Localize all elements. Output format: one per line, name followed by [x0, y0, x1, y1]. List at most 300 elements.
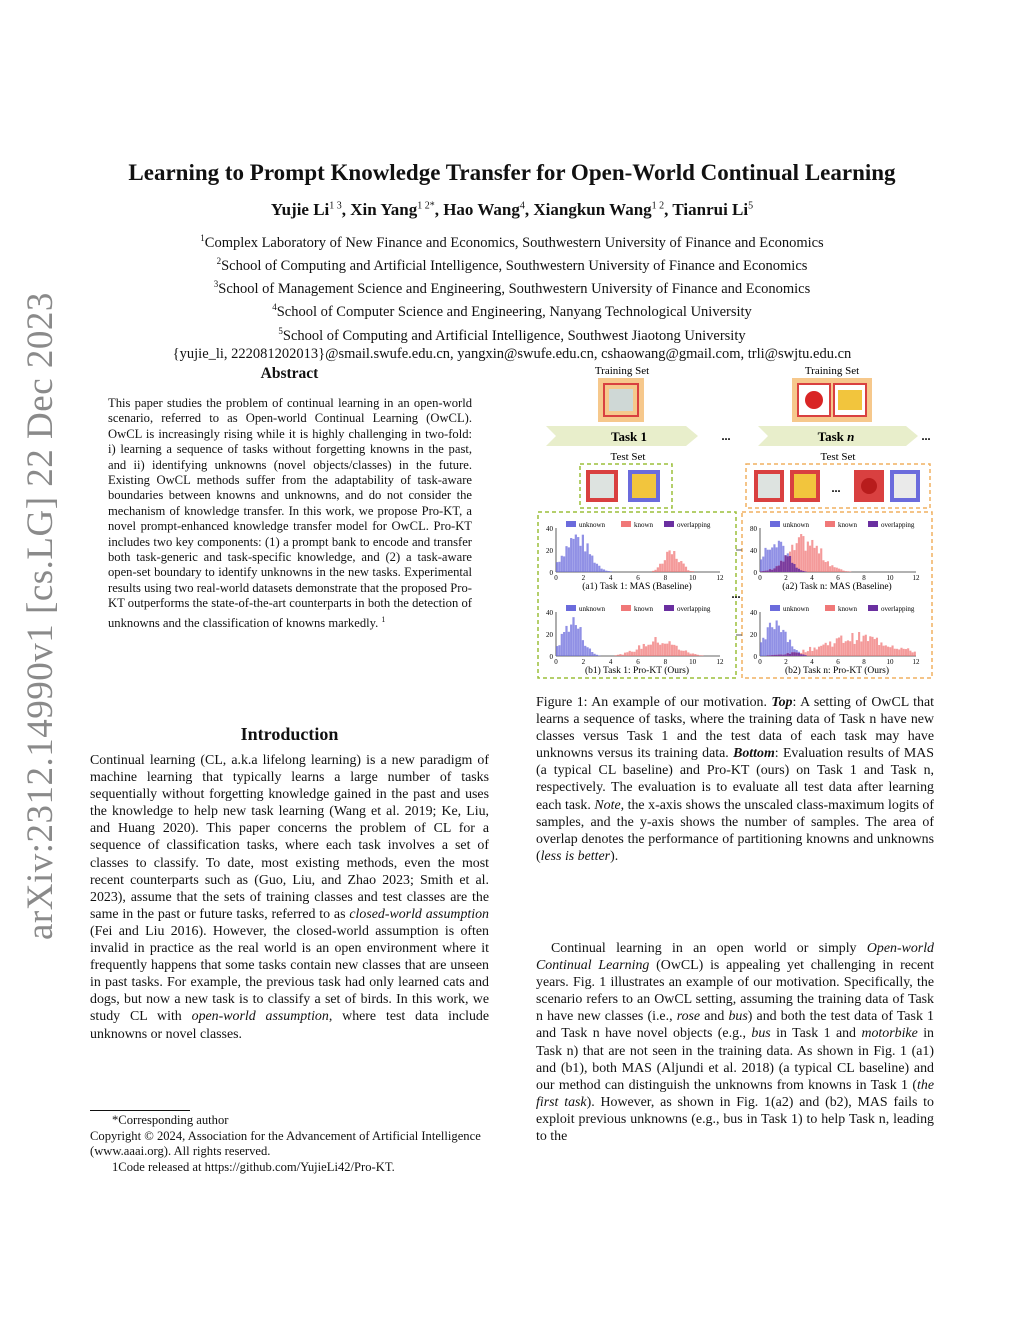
y-tick-label: 80	[750, 525, 757, 533]
bar-known	[840, 569, 842, 572]
bar-known	[622, 655, 624, 656]
legend-unknown-label: unknown	[783, 605, 810, 613]
bar-known	[694, 654, 696, 656]
bar-unknown	[764, 639, 766, 656]
legend-unknown-swatch	[770, 521, 780, 527]
bar-unknown	[596, 564, 598, 572]
test-n-motorbike-photo	[894, 474, 916, 498]
bar-known	[838, 638, 840, 656]
author-name: Tianrui Li	[672, 200, 749, 219]
legend-unknown-swatch	[566, 521, 576, 527]
bar-known	[871, 637, 873, 656]
bar-unknown	[572, 617, 574, 656]
affiliation-line: $^5$School of Computing and Artificial Intelligence, Southwest Jiaotong University	[278, 325, 746, 344]
bar-known	[671, 554, 673, 572]
training-image-dog	[609, 389, 633, 411]
x-tick-label: 2	[581, 574, 586, 582]
bar-known	[887, 647, 889, 656]
bar-known	[885, 645, 887, 656]
x-tick-label: 2	[784, 658, 788, 666]
y-tick-label: 0	[549, 569, 553, 577]
bar-known	[876, 638, 878, 656]
bar-unknown	[575, 625, 577, 656]
bar-known	[863, 636, 865, 656]
bar-overlap	[771, 655, 773, 656]
bar-overlap	[778, 566, 780, 572]
figure-1	[536, 360, 934, 690]
bar-unknown	[589, 554, 591, 572]
bar-unknown	[579, 546, 581, 572]
bar-overlap	[773, 655, 775, 656]
bar-known	[685, 567, 687, 572]
legend-unknown-swatch	[770, 605, 780, 611]
bar-known	[865, 635, 867, 656]
legend-overlap-label: overlapping	[881, 605, 915, 613]
bar-known	[818, 553, 820, 572]
footnote-rule	[90, 1110, 190, 1111]
bar-unknown	[598, 566, 600, 572]
affiliation-line: {yujie_li, 222081202013}@smail.swufe.edu.cn, yangxin@swufe.edu.cn, cshaowang@gmail.com, trli@swjtu.edu.cn	[172, 345, 852, 362]
legend-known-label: known	[838, 521, 858, 529]
affiliation-list	[60, 229, 964, 363]
bar-known	[673, 645, 675, 656]
affiliation-line: $^2$School of Computing and Artificial Intelligence, Southwestern University of Finance and Economics	[216, 256, 808, 274]
bar-unknown	[561, 556, 563, 572]
bar-known	[838, 569, 840, 572]
arxiv-stamp: arXiv:2312.14990v1 [cs.LG] 22 Dec 2023	[20, 292, 61, 940]
bar-known	[615, 655, 617, 656]
bar-overlap	[791, 652, 793, 656]
bar-known	[845, 641, 847, 656]
bar-known	[697, 655, 699, 656]
bar-unknown	[771, 547, 773, 572]
bar-overlap	[800, 654, 802, 656]
x-tick-label: 8	[862, 658, 866, 666]
bar-unknown	[598, 655, 600, 656]
x-tick-label: 6	[636, 658, 640, 666]
author-list: Yujie $Li^{1 3}$, Xin Yang$^{1 2*}$, Hao Wang$^4$, Xiangkun Wang$^{1 2}$, Tianrui Li$^5$	[270, 200, 754, 219]
bar-known	[675, 646, 677, 656]
bar-overlap	[785, 654, 787, 656]
bar-known	[687, 570, 689, 572]
bar-unknown	[771, 627, 773, 656]
author-affiliation-mark: 1 3	[329, 200, 342, 212]
test-n-bus-photo	[794, 474, 816, 498]
ellipsis-mid: ...	[731, 587, 741, 601]
bar-known	[692, 653, 694, 656]
author-name: Xiangkun Wang	[533, 200, 652, 219]
ellipsis-test: ...	[831, 481, 841, 495]
bar-known	[816, 649, 818, 656]
bar-overlap	[798, 569, 800, 572]
x-tick-label: 8	[663, 658, 668, 666]
bar-overlap	[796, 653, 798, 656]
legend-overlap-label: overlapping	[677, 605, 711, 613]
x-tick-label: 2	[581, 658, 586, 666]
y-tick-label: 20	[546, 547, 553, 555]
bar-known	[816, 546, 818, 572]
figure-caption: Figure 1: An example of our motivation. Top: A setting of OwCL that learns a sequence of tasks, where the training data of Task n have new classes versus Task 1 and the test data of each task may have unknowns versus its training data. Bottom: Evaluation results of MAS (a typical CL baseline) and Pro-KT (ours) on Task 1 and Task n, respectively. The evaluation is to evaluate all test data after learning each task. Note, the x-axis shows the unscaled class-maximum logits of samples, and the y-axis shows the number of samples. The area of overlap denotes the performance of partitioning knowns and unknowns (less is better).	[536, 695, 934, 864]
bar-known	[650, 645, 652, 656]
bar-known	[889, 647, 891, 656]
bar-overlap	[793, 564, 795, 572]
bar-known	[840, 636, 842, 656]
bar-known	[690, 654, 692, 656]
legend-unknown-label: unknown	[783, 521, 810, 529]
author-name: Hao Wang	[443, 200, 520, 219]
author-affiliation-mark: 4	[519, 200, 525, 212]
bar-known	[807, 542, 809, 572]
x-tick-label: 12	[716, 658, 724, 666]
bar-known	[680, 651, 682, 656]
bar-known	[856, 640, 858, 656]
bar-unknown	[577, 537, 579, 572]
bar-known	[898, 649, 900, 656]
bar-unknown	[589, 649, 591, 656]
bar-unknown	[610, 571, 612, 572]
bar-known	[659, 645, 661, 656]
bar-known	[685, 650, 687, 656]
bar-overlap	[776, 566, 778, 572]
bar-overlap	[787, 653, 789, 656]
x-tick-label: 0	[554, 574, 558, 582]
bar-known	[829, 566, 831, 572]
bar-unknown	[593, 563, 595, 572]
bar-known	[802, 536, 804, 572]
bar-overlap	[773, 568, 775, 572]
bar-overlap	[776, 655, 778, 656]
bar-overlap	[787, 556, 789, 572]
bar-known	[631, 652, 633, 656]
bar-known	[666, 644, 668, 656]
bar-known	[912, 652, 914, 656]
bar-unknown	[563, 556, 565, 572]
bar-unknown	[785, 632, 787, 656]
y-tick-label: 0	[549, 653, 553, 661]
bar-unknown	[570, 625, 572, 656]
footnotes	[90, 1113, 489, 1175]
bar-known	[683, 564, 685, 572]
bar-unknown	[591, 652, 593, 656]
bar-unknown	[586, 647, 588, 656]
author-name: Yujie Li	[270, 200, 330, 219]
bar-known	[896, 649, 898, 656]
bar-unknown	[596, 655, 598, 656]
bar-overlap	[769, 569, 771, 572]
bar-unknown	[570, 538, 572, 572]
x-tick-label: 12	[716, 574, 724, 582]
author-affiliation-mark: 1 2*	[417, 200, 435, 212]
bar-unknown	[780, 632, 782, 656]
bar-known	[818, 647, 820, 656]
author-affiliation-mark: 5	[748, 200, 754, 212]
bar-known	[624, 653, 626, 656]
x-tick-label: 6	[836, 574, 840, 582]
bar-known	[825, 643, 827, 656]
bar-overlap	[780, 561, 782, 572]
bar-known	[701, 655, 703, 656]
bar-known	[905, 649, 907, 656]
legend-unknown-label: unknown	[579, 521, 606, 529]
bar-known	[854, 644, 856, 656]
bar-unknown	[782, 630, 784, 656]
bar-unknown	[605, 571, 607, 572]
bar-known	[894, 649, 896, 656]
legend-overlap-label: overlapping	[881, 521, 915, 529]
y-tick-label: 20	[546, 631, 553, 639]
x-tick-label: 10	[689, 574, 697, 582]
bar-known	[661, 643, 663, 656]
bar-unknown	[575, 535, 577, 572]
panel-caption: (a1) Task 1: MAS (Baseline)	[582, 582, 692, 592]
bar-known	[842, 643, 844, 656]
legend-known-swatch	[621, 605, 631, 611]
panel-caption: (b2) Task n: Pro-KT (Ours)	[785, 666, 889, 676]
bar-known	[820, 548, 822, 572]
y-tick-label: 40	[546, 609, 553, 617]
bar-overlap	[800, 570, 802, 572]
bar-known	[652, 641, 654, 656]
bar-known	[664, 560, 666, 572]
footnote-corresponding: *Corresponding author	[112, 1113, 229, 1127]
x-tick-label: 4	[810, 574, 814, 582]
y-tick-label: 20	[750, 631, 757, 639]
x-tick-label: 4	[608, 658, 613, 666]
y-tick-label: 0	[753, 653, 757, 661]
x-tick-label: 4	[608, 574, 613, 582]
test-image-dog-photo	[590, 474, 614, 498]
bar-known	[673, 551, 675, 572]
bar-unknown	[563, 632, 565, 656]
bar-known	[678, 562, 680, 572]
footnote-copyright: Copyright © 2024, Association for the Advancement of Artificial Intelligence (www.aaai.org). All rights reserved.	[90, 1128, 481, 1158]
bar-known	[909, 651, 911, 656]
bar-overlap	[780, 655, 782, 656]
abstract-heading: Abstract	[260, 365, 319, 382]
bar-overlap	[793, 652, 795, 656]
training-set-label: Training Set	[594, 365, 650, 377]
bar-known	[647, 645, 649, 656]
bar-known	[657, 643, 659, 656]
bar-known	[687, 652, 689, 656]
y-tick-label: 40	[750, 609, 757, 617]
bar-unknown	[601, 569, 603, 572]
bar-overlap	[767, 571, 769, 572]
bar-known	[834, 567, 836, 572]
bar-known	[847, 571, 849, 572]
test-image-bus-photo	[632, 474, 656, 498]
bar-known	[617, 655, 619, 656]
bar-known	[678, 650, 680, 656]
bar-unknown	[582, 640, 584, 656]
bar-unknown	[558, 645, 560, 656]
affiliation-line: $^4$School of Computer Science and Engineering, Nanyang Technological University	[272, 302, 752, 321]
bar-known	[883, 646, 885, 656]
bar-known	[849, 641, 851, 656]
bar-unknown	[584, 646, 586, 656]
bar-overlap	[769, 655, 771, 656]
test-n-dog-photo	[758, 474, 780, 498]
bar-known	[643, 644, 645, 656]
x-tick-label: 0	[758, 574, 762, 582]
author-affiliation-mark: 1 2	[651, 200, 665, 212]
bar-overlap	[789, 654, 791, 656]
bar-known	[640, 649, 642, 656]
bar-known	[822, 645, 824, 656]
bar-known	[845, 571, 847, 572]
bar-unknown	[577, 629, 579, 656]
bar-unknown	[579, 627, 581, 656]
panel-caption: (a2) Task n: MAS (Baseline)	[782, 582, 892, 592]
bar-known	[880, 642, 882, 656]
bar-overlap	[798, 653, 800, 656]
bar-unknown	[760, 559, 762, 572]
bar-known	[842, 571, 844, 572]
bar-known	[825, 562, 827, 572]
bar-known	[683, 651, 685, 656]
bar-unknown	[586, 543, 588, 572]
bar-unknown	[773, 629, 775, 656]
test-set-label-n: Test Set	[820, 451, 856, 463]
bar-known	[692, 571, 694, 572]
bar-known	[800, 534, 802, 572]
bar-unknown	[789, 640, 791, 656]
legend-overlap-swatch	[664, 605, 674, 611]
x-tick-label: 12	[912, 658, 920, 666]
bar-known	[638, 645, 640, 656]
bar-unknown	[565, 626, 567, 656]
affiliation-line: $^3$School of Management Science and Engineering, Southwestern University of Finance and Economics	[213, 279, 811, 298]
bar-known	[858, 632, 860, 656]
bar-known	[699, 655, 701, 656]
bar-known	[633, 652, 635, 656]
bar-overlap	[771, 570, 773, 572]
bar-unknown	[608, 571, 610, 572]
bar-known	[831, 647, 833, 656]
bar-unknown	[556, 562, 558, 572]
task1-label: Task 1	[610, 429, 648, 444]
bar-unknown	[565, 546, 567, 572]
bar-overlap	[791, 563, 793, 572]
legend-known-swatch	[621, 521, 631, 527]
bar-known	[847, 640, 849, 656]
bar-known	[907, 648, 909, 656]
bar-unknown	[760, 642, 762, 656]
x-tick-label: 6	[636, 574, 640, 582]
bar-known	[878, 645, 880, 656]
bar-overlap	[802, 655, 804, 656]
y-tick-label: 40	[750, 547, 757, 555]
x-tick-label: 10	[886, 574, 894, 582]
author-name: Xin Yang	[350, 200, 418, 219]
bar-known	[827, 561, 829, 572]
legend-known-swatch	[825, 521, 835, 527]
bar-overlap	[767, 655, 769, 656]
x-tick-label: 6	[836, 658, 840, 666]
bar-unknown	[769, 550, 771, 572]
legend-known-label: known	[838, 605, 858, 613]
bar-known	[668, 550, 670, 572]
bar-overlap	[782, 655, 784, 656]
bar-known	[849, 571, 851, 572]
x-tick-label: 12	[912, 574, 920, 582]
legend-overlap-label: overlapping	[677, 521, 711, 529]
bar-known	[822, 560, 824, 572]
bar-unknown	[568, 632, 570, 656]
bar-unknown	[556, 646, 558, 656]
bar-known	[796, 543, 798, 572]
affiliation-line: $^1$Complex Laboratory of New Finance and Economics, Southwestern University of Finance and Economics	[200, 233, 824, 251]
bar-known	[860, 641, 862, 656]
bar-known	[664, 644, 666, 656]
ellipsis-top-right: ...	[921, 429, 931, 443]
bar-overlap	[762, 571, 764, 572]
bar-known	[629, 651, 631, 656]
bar-known	[809, 647, 811, 656]
bar-overlap	[802, 571, 804, 572]
bar-unknown	[561, 634, 563, 656]
bar-known	[903, 649, 905, 656]
legend-overlap-swatch	[664, 521, 674, 527]
bar-overlap	[805, 571, 807, 572]
bar-unknown	[593, 654, 595, 656]
bar-known	[671, 645, 673, 656]
bar-known	[666, 552, 668, 572]
bar-unknown	[584, 551, 586, 572]
bar-known	[914, 652, 916, 656]
bar-overlap	[764, 571, 766, 572]
bar-unknown	[603, 569, 605, 572]
bar-known	[668, 641, 670, 656]
bar-unknown	[776, 620, 778, 656]
bar-known	[654, 637, 656, 656]
x-tick-label: 10	[886, 658, 894, 666]
bar-overlap	[805, 655, 807, 656]
bar-unknown	[572, 539, 574, 572]
bar-unknown	[767, 550, 769, 572]
bar-known	[619, 654, 621, 656]
bar-unknown	[591, 556, 593, 572]
y-tick-label: 0	[753, 569, 757, 577]
ellipsis-top: ...	[721, 429, 731, 443]
x-tick-label: 8	[862, 574, 866, 582]
legend-unknown-swatch	[566, 605, 576, 611]
bar-known	[813, 648, 815, 656]
legend-overlap-swatch	[868, 605, 878, 611]
bar-unknown	[582, 535, 584, 572]
bar-known	[626, 652, 628, 656]
x-tick-label: 0	[554, 658, 558, 666]
bar-known	[891, 645, 893, 656]
legend-known-swatch	[825, 605, 835, 611]
bar-known	[805, 551, 807, 572]
bar-known	[867, 641, 869, 656]
panel-caption: (b1) Task 1: Pro-KT (Ours)	[585, 666, 689, 676]
bar-overlap	[778, 655, 780, 656]
bar-known	[807, 651, 809, 656]
bus-shape	[838, 390, 862, 410]
bar-overlap	[760, 571, 762, 572]
x-tick-label: 8	[663, 574, 668, 582]
introduction-body: Continual learning (CL, a.k.a lifelong learning) is a new paradigm of machine learning that typically learns a large number of tasks sequentially without forgetting knowledge gained in the past and uses the knowledge to help new task learning (Wang et al. 2019; Ke, Liu, and Huang 2020). This paper concerns the problem of CL for a sequence of classification tasks, where each task involves a set of classes to classify. To date, most existing methods, even the most recent counterparts such as (Guo, Liu, and Zhao 2023; Smith et al. 2023), assume that the sets of training classes and test classes are the same in the past or future tasks, referred to as closed-world assumption (Fei and Liu 2016). However, the closed-world assumption is often invalid in practice as the real world is an open environment where it frequently happens that some tasks contain new classes that are unseen in past tasks. For example, the previous task had only learned cats and dogs, but now a new task is to classify a set of birds. In this work, we study CL with open-world assumption, where test data include unknowns or novel classes.	[90, 753, 489, 1042]
introduction-heading: Introduction	[240, 724, 339, 744]
bar-known	[661, 564, 663, 572]
legend-overlap-swatch	[868, 521, 878, 527]
bar-known	[834, 643, 836, 656]
paper-title: Learning to Prompt Knowledge Transfer for Open-World Continual Learning	[128, 160, 896, 185]
bar-unknown	[764, 548, 766, 572]
taskn-label: Task n	[817, 429, 855, 444]
